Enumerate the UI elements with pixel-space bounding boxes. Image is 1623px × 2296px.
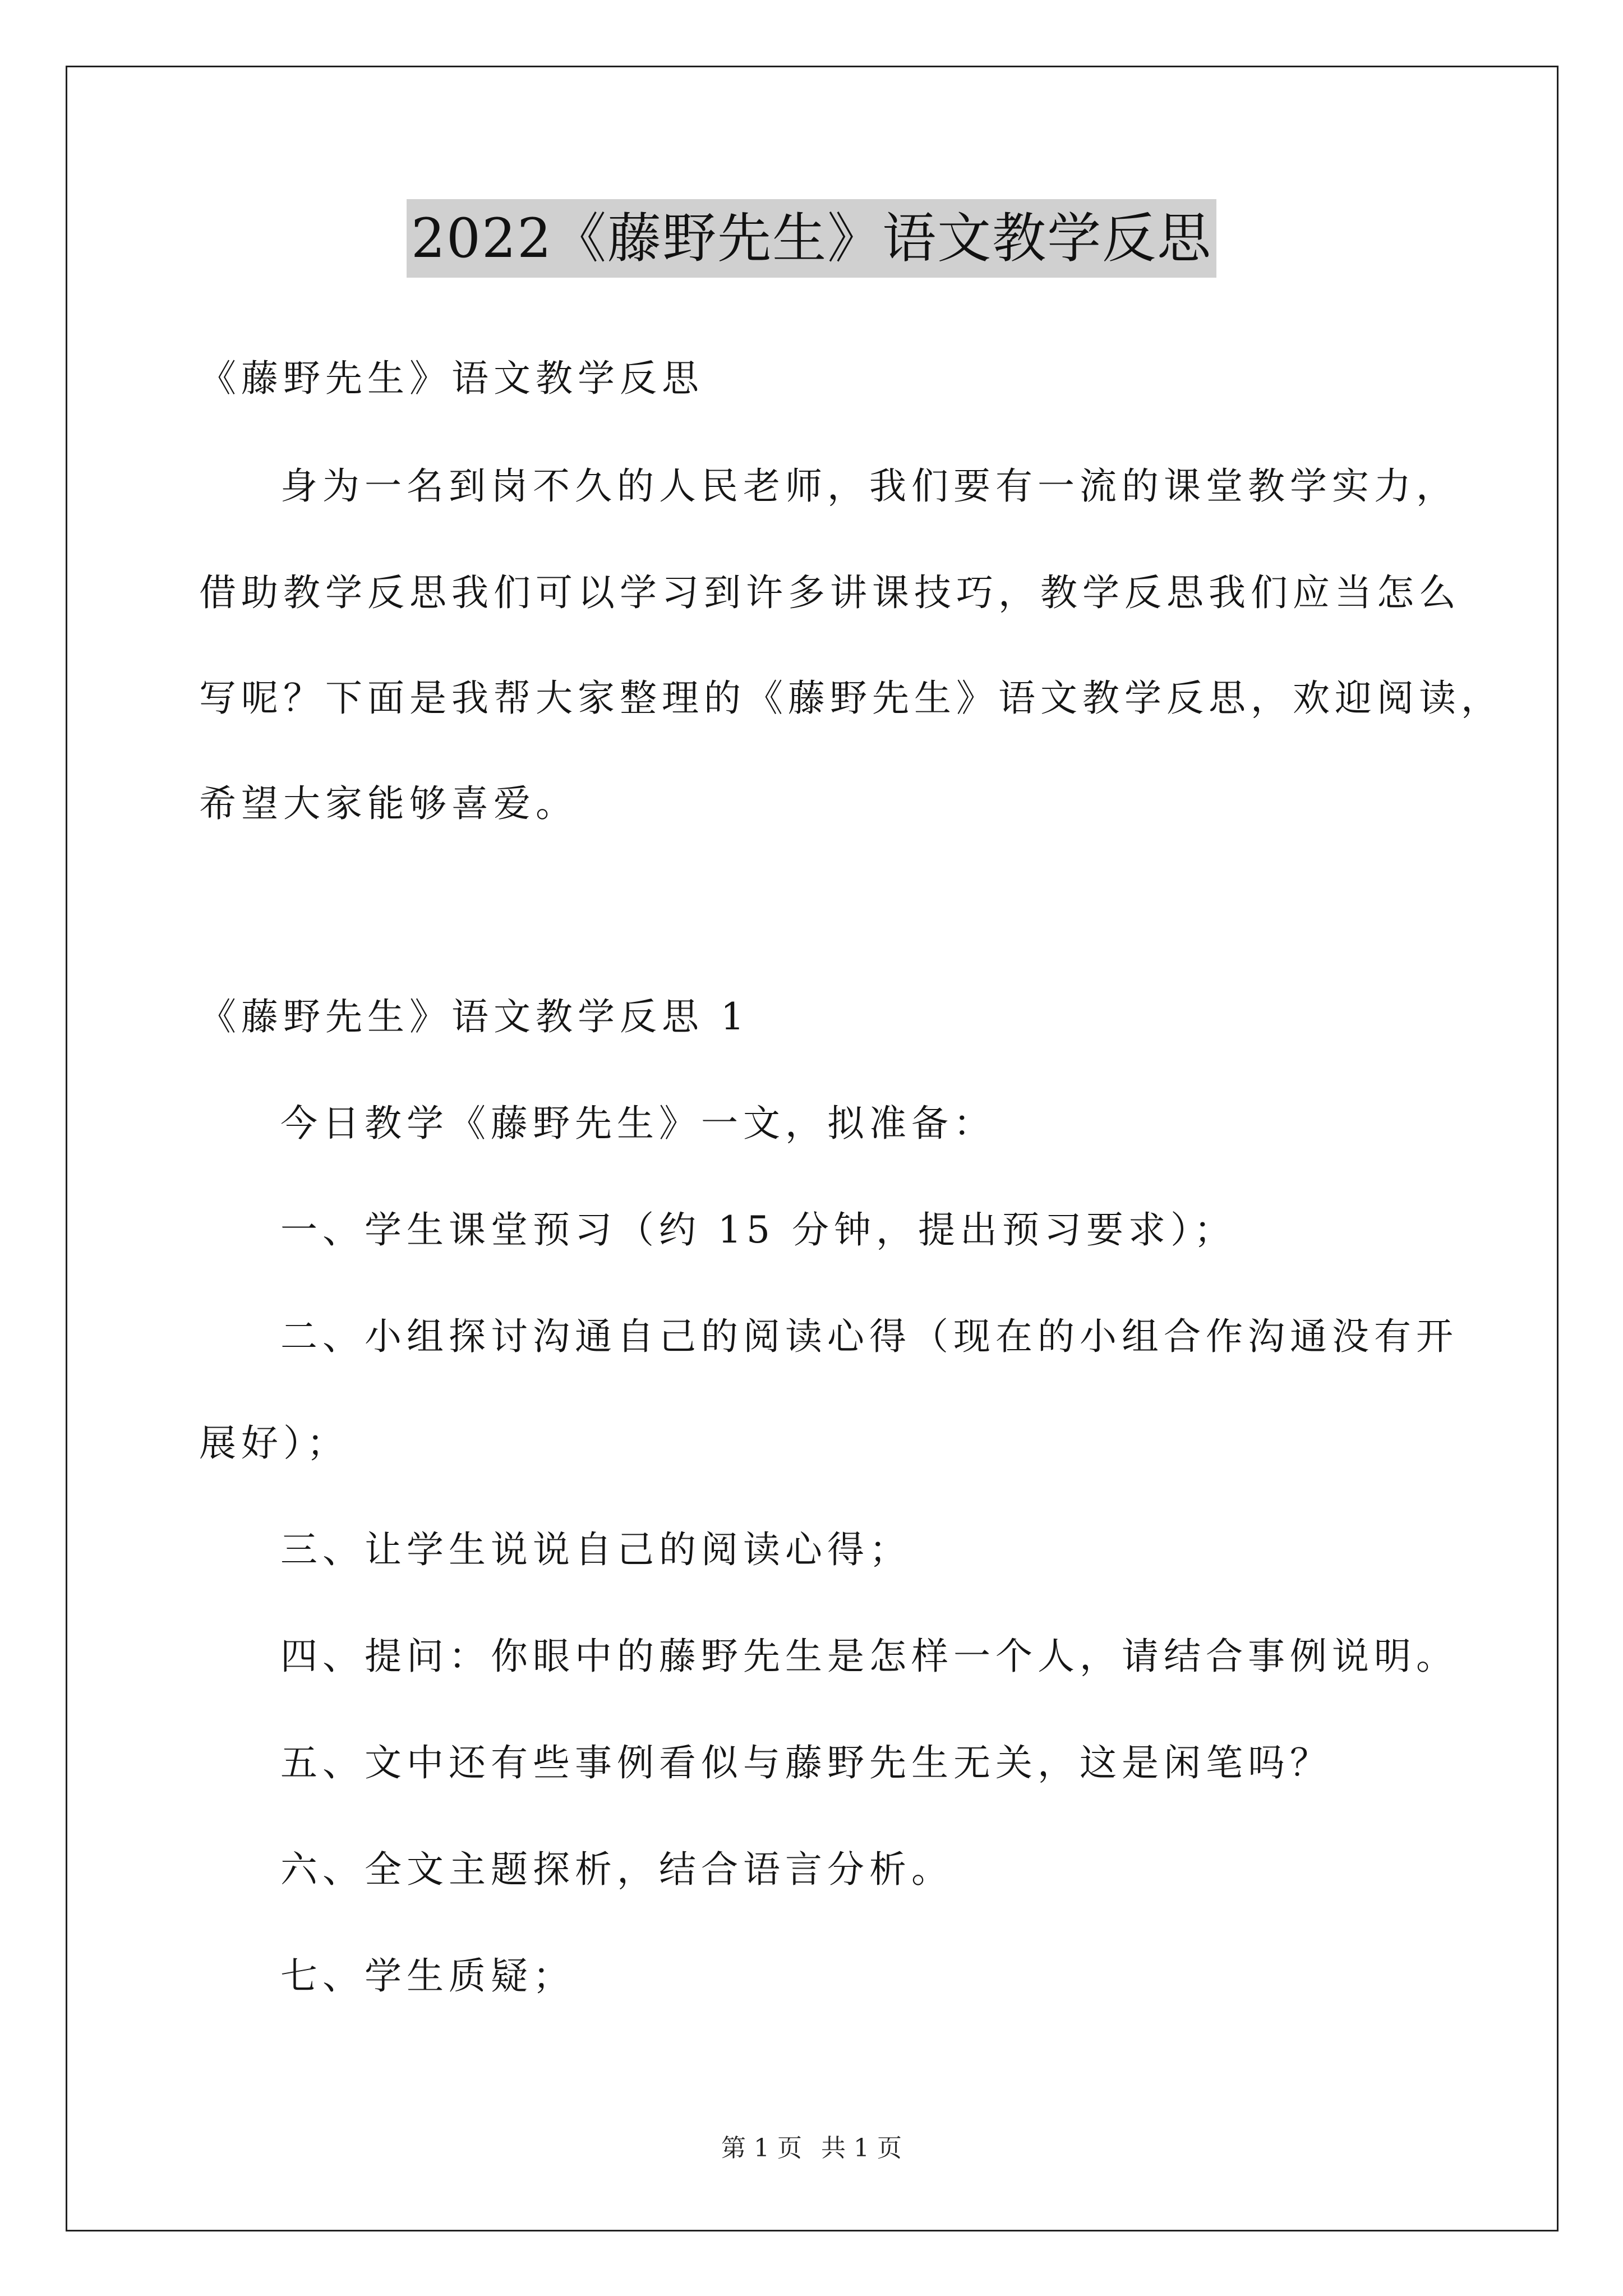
title-container: [0, 199, 1623, 278]
page-footer: [0, 2132, 1623, 2165]
page-total: 共 1 页: [821, 2134, 902, 2162]
subtitle: 《藤野先生》语文教学反思: [199, 357, 704, 400]
plan-intro: 今日教学《藤野先生》一文，拟准备：: [280, 1102, 995, 1145]
step-item: 五、文中还有些事例看似与藤野先生无关，这是闲笔吗？: [280, 1741, 1332, 1784]
step-item: 七、学生质疑；: [280, 1954, 575, 1998]
step-item: 三、让学生说说自己的阅读心得；: [280, 1528, 911, 1571]
intro-line: 身为一名到岗不久的人民老师，我们要有一流的课堂教学实力，: [280, 464, 1458, 508]
intro-line: 借助教学反思我们可以学习到许多讲课技巧，教学反思我们应当怎么: [199, 571, 1461, 614]
section-heading: 《藤野先生》语文教学反思 1: [199, 995, 749, 1038]
step-item: 四、提问：你眼中的藤野先生是怎样一个人，请结合事例说明。: [280, 1635, 1458, 1678]
step-item: 二、小组探讨沟通自己的阅读心得（现在的小组合作沟通没有开: [280, 1315, 1458, 1358]
step-item: 六、全文主题探析，结合语言分析。: [280, 1848, 953, 1891]
intro-line: 写呢？下面是我帮大家整理的《藤野先生》语文教学反思，欢迎阅读，: [199, 677, 1503, 720]
step-item: 一、学生课堂预习（约 15 分钟，提出预习要求）；: [280, 1208, 1236, 1251]
intro-line: 希望大家能够喜爱。: [199, 782, 578, 825]
page-number: 第 1 页: [721, 2134, 802, 2162]
document-title: 2022《藤野先生》语文教学反思: [407, 199, 1216, 278]
step-item-continued: 展好）；: [199, 1421, 349, 1465]
